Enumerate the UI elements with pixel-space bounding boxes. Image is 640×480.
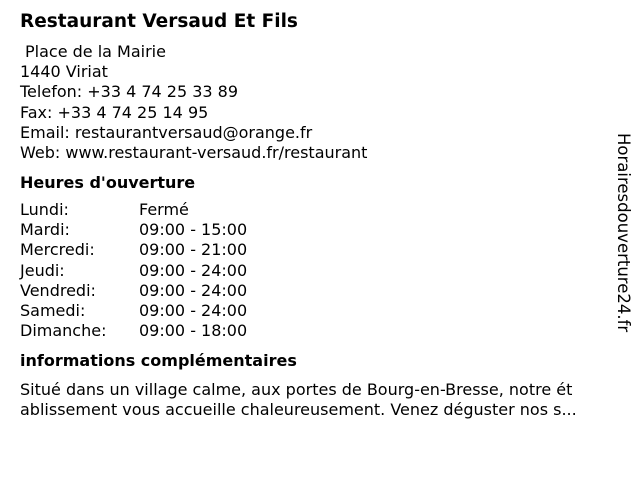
day-label: Mardi: [20, 220, 70, 240]
day-hours: 09:00 - 18:00 [139, 320, 248, 340]
hours-row [20, 281, 610, 301]
info-description [20, 380, 626, 421]
day-hours: Fermé [139, 200, 189, 220]
day-hours: 09:00 - 15:00 [139, 220, 248, 240]
day-hours: 09:00 - 21:00 [139, 240, 248, 260]
day-label: Mercredi: [20, 240, 95, 260]
hours-row [20, 200, 610, 220]
business-card [20, 10, 610, 421]
watermark-text: Horairesdouverture24.fr [614, 133, 633, 333]
restaurant-name: Restaurant Versaud Et Fils [20, 11, 298, 32]
phone-number: Telefon: +33 4 74 25 33 89 [20, 82, 239, 102]
website: Web: www.restaurant-versaud.fr/restaurant [20, 143, 368, 163]
day-label: Samedi: [20, 300, 86, 320]
fax-number: Fax: +33 4 74 25 14 95 [20, 102, 209, 122]
opening-hours-table [20, 200, 610, 341]
day-label: Jeudi: [20, 260, 65, 280]
city-postcode: 1440 Viriat [20, 62, 108, 82]
contact-block [20, 42, 610, 163]
hours-row [20, 240, 610, 260]
day-label: Dimanche: [20, 320, 107, 340]
hours-row [20, 321, 610, 341]
day-hours: 09:00 - 24:00 [139, 300, 248, 320]
email-address: Email: restaurantversaud@orange.fr [20, 122, 313, 142]
day-hours: 09:00 - 24:00 [139, 260, 248, 280]
info-heading: informations complémentaires [20, 350, 297, 370]
hours-row [20, 301, 610, 321]
street-address: Place de la Mairie [25, 42, 166, 61]
day-hours: 09:00 - 24:00 [139, 280, 248, 300]
hours-heading: Heures d'ouverture [20, 173, 196, 193]
site-watermark [611, 133, 635, 373]
info-line: Situé dans un village calme, aux portes de Bourg-en-Bresse, notre ét [20, 379, 573, 399]
info-line: ablissement vous accueille chaleureusement. Venez déguster nos s... [20, 400, 577, 420]
day-label: Vendredi: [20, 280, 96, 300]
day-label: Lundi: [20, 200, 69, 220]
hours-row [20, 220, 610, 240]
hours-row [20, 261, 610, 281]
